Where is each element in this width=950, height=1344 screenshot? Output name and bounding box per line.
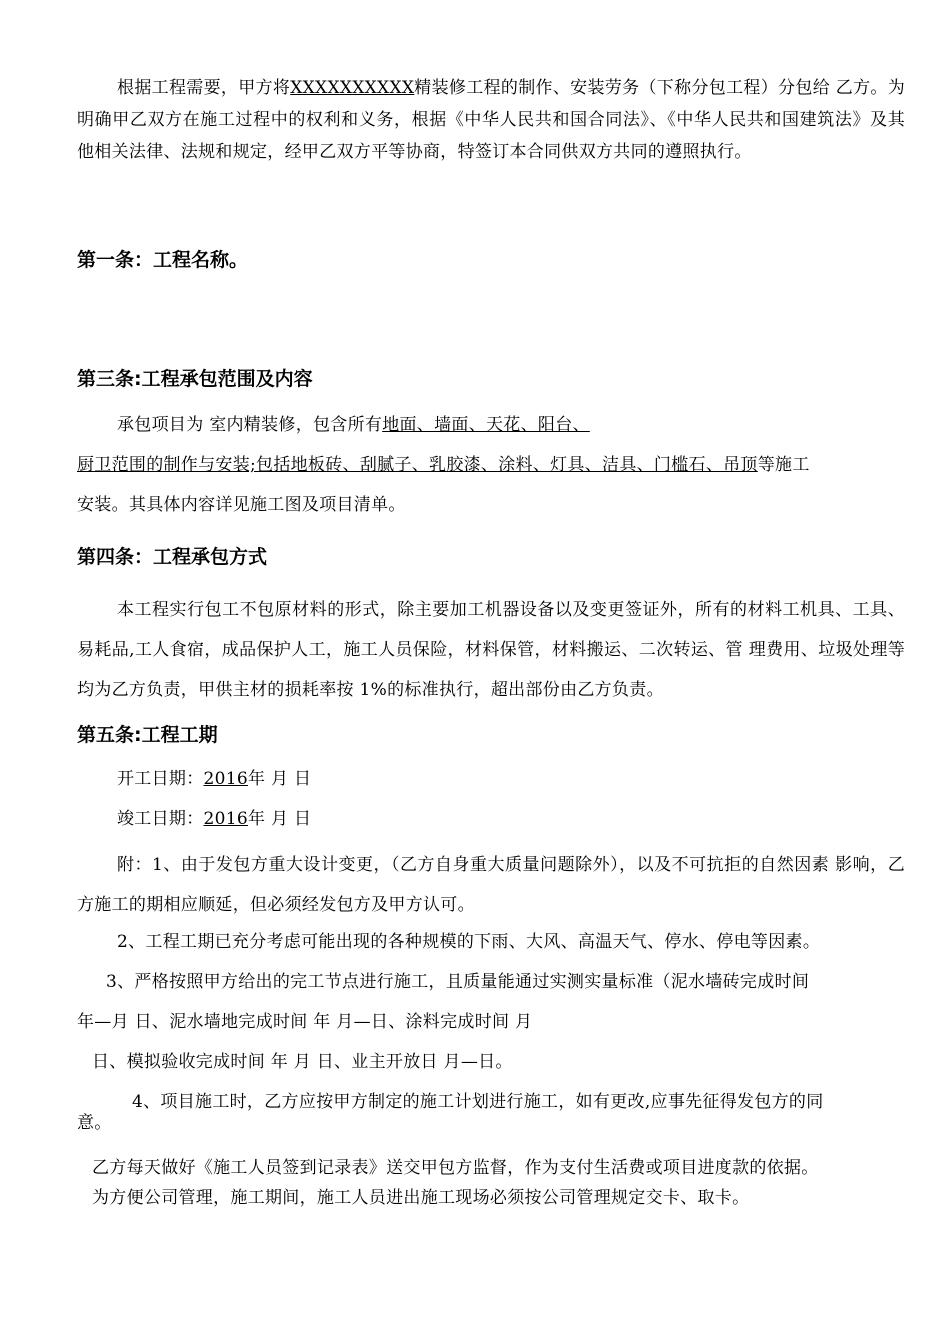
note-3-line-2: 年—月 日、泥水墙地完成时间 年 月—日、涂料完成时间 月 xyxy=(77,1012,533,1032)
end-date-label: 竣工日期： xyxy=(117,809,204,829)
section-3-line-2 xyxy=(77,453,810,477)
intro-paragraph xyxy=(77,72,905,168)
start-date-year: 2016 xyxy=(203,769,248,789)
note-4-line-1: 4、项目施工时，乙方应按甲方制定的施工计划进行施工，如有更改,应事先征得发包方的同 xyxy=(132,1092,824,1112)
end-date-year: 2016 xyxy=(203,809,248,829)
scope-underlined-1: 地面、墙面、天花、阳台、 xyxy=(382,415,590,435)
note-3-line-3: 日、模拟验收完成时间 年 月 日、业主开放日 月—日。 xyxy=(92,1052,513,1072)
note-5: 乙方每天做好《施工人员签到记录表》送交甲包方监督，作为支付生活费或项目进度款的依据。 xyxy=(92,1158,819,1178)
intro-text-2: 精装修工程的制作、安装劳务（下称分包工程）分包给 乙方。为明确甲乙双方在施工过程中的权利和义务，根据《中华人民共和国合同法》、《中华人民共和国建筑法》及其他相关法律、法规和规定，经甲乙双方平等协商，特签订本合同供双方共同的遵照执行。 xyxy=(77,78,906,162)
scope-text-2: 等施工 xyxy=(757,455,810,475)
start-date-rest: 年 月 日 xyxy=(247,769,312,789)
end-date xyxy=(117,807,311,831)
note-6: 为方便公司管理，施工期间，施工人员进出施工现场必须按公司管理规定交卡、取卡。 xyxy=(92,1188,750,1208)
section-3-title: 第三条:工程承包范围及内容 xyxy=(77,368,313,390)
scope-underlined-2: 厨卫范围的制作与安装;包括地板砖、刮腻子、乳胶漆、涂料、灯具、洁具、门槛石、吊顶 xyxy=(77,455,758,475)
project-name: XXXXXXXXXX xyxy=(290,78,415,98)
section-4-body: 本工程实行包工不包原材料的形式，除主要加工机器设备以及变更签证外，所有的材料工机具、工具、易耗品,工人食宿，成品保护人工，施工人员保险，材料保管，材料搬运、二次转运、管 理费用、垃圾处理等均为乙方负责，甲供主材的损耗率按 1%的标准执行，超出部份由乙方负责。 xyxy=(77,600,905,700)
scope-text-1: 承包项目为 室内精装修，包含所有 xyxy=(117,415,383,435)
section-5-title: 第五条:工程工期 xyxy=(77,724,218,746)
note-3-line-1: 3、严格按照甲方给出的完工节点进行施工，且质量能通过实测实量标准（泥水墙砖完成时间 xyxy=(106,972,810,992)
note-2: 2、工程工期已充分考虑可能出现的各种规模的下雨、大风、高温天气、停水、停电等因素。 xyxy=(117,932,821,952)
section-1-title: 第一条：工程名称。 xyxy=(77,249,249,271)
note-4-line-2: 意。 xyxy=(77,1113,112,1133)
section-3-line-3: 安装。其具体内容详见施工图及项目清单。 xyxy=(77,495,406,515)
start-date-label: 开工日期： xyxy=(117,769,204,789)
intro-text-1: 根据工程需要，甲方将 xyxy=(117,78,291,98)
start-date xyxy=(117,767,311,791)
note-1: 附：1、由于发包方重大设计变更，（乙方自身重大质量问题除外），以及不可抗拒的自然因素 影响，乙方施工的期相应顺延，但必须经发包方及甲方认可。 xyxy=(77,855,905,915)
end-date-rest: 年 月 日 xyxy=(247,809,312,829)
section-3-line-1 xyxy=(117,413,590,437)
section-4-title: 第四条：工程承包方式 xyxy=(77,546,268,568)
